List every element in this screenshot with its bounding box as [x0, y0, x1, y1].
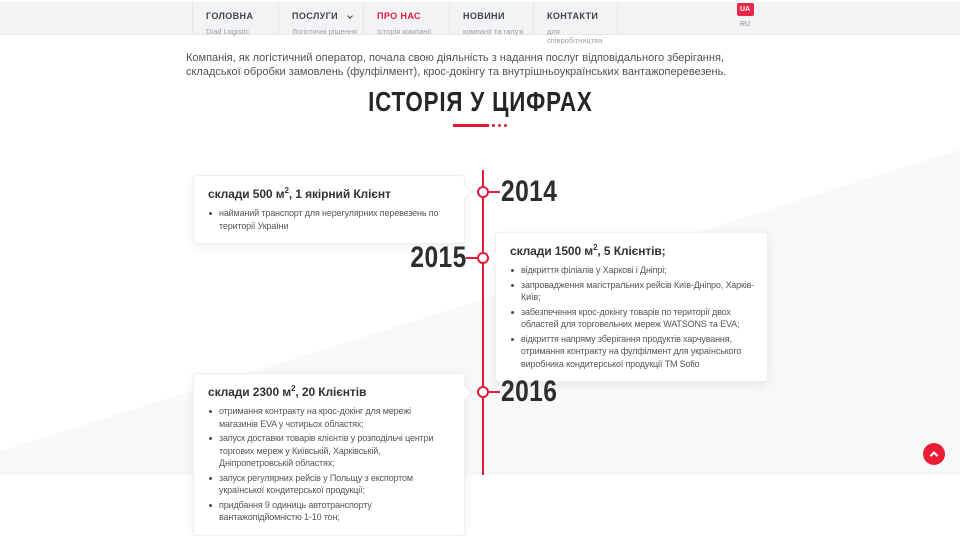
ornament-dot [504, 124, 507, 127]
card-bullet: найманий транспорт для нерегулярних перевезень по території України [208, 207, 452, 232]
timeline-card-2016 [193, 373, 465, 536]
nav-item-sublabel: компанії та галузі [463, 27, 524, 36]
timeline-year-2015: 2015 [410, 241, 467, 274]
ornament-bar [453, 124, 489, 127]
card-title: склади 500 $м^2$, 1 якірний Клієнт [208, 186, 391, 201]
nav-item-sublabel: Логістичні рішення [292, 27, 358, 36]
nav-item-sublabel: Історія компанії [377, 27, 432, 36]
nav-item-label: КОНТАКТИ [547, 11, 599, 22]
card-bullet: отримання контракту на крос-докінг для мережі магазинів EVA у чотирьох областях; [208, 405, 452, 430]
nav-item-sublabel: для співробітництва [547, 27, 603, 45]
nav-item-label: ПРО НАС [377, 11, 421, 22]
timeline-line [482, 170, 484, 475]
nav-item-about[interactable] [363, 2, 449, 34]
language-switcher [736, 3, 754, 28]
card-bullet-list [208, 207, 452, 232]
card-bullet: запуск регулярних рейсів у Польщу з експортом української кондитерської продукції; [208, 472, 452, 497]
chevron-down-icon [348, 13, 354, 19]
nav-item-services[interactable] [278, 2, 363, 34]
lang-ua-button[interactable]: UA [737, 3, 754, 16]
lang-ru-button[interactable]: RU [739, 21, 751, 28]
page-title: ІСТОРІЯ У ЦИФРАХ [367, 86, 593, 117]
card-bullet: забезпечення крос-докінгу товарів по території двох областей для торговельних мереж WATSONS та EVA; [510, 306, 755, 331]
scroll-to-top-button[interactable] [923, 443, 945, 465]
timeline-year-2016: 2016 [501, 375, 558, 408]
card-bullet: запуск доставки товарів клієнтів у розподільчі центри торгових мереж у Київській, Харківській, Дніпропетровській областях; [208, 432, 452, 470]
card-bullet-list [208, 405, 452, 524]
timeline-card-2015 [495, 232, 768, 382]
card-pointer [458, 185, 472, 199]
card-bullet: відкриття напряму зберігання продуктів харчування, отримання контракту на фулфілмент для українського виробника кондитерської продукції TM Sofio [510, 333, 755, 371]
nav-item-contacts[interactable] [533, 2, 618, 45]
timeline-year-2014: 2014 [501, 175, 558, 208]
intro-paragraph: Компанія, як логістичний оператор, почала свою діяльність з надання послуг відповідального зберігання, складської обробки замовлень (фулфілмент), крос-докінгу та внутрішньоукраїнських вантажоперевезень. [186, 52, 727, 78]
card-title: склади 2300 $м^2$, 20 Клієнтів [208, 384, 367, 399]
chevron-up-icon [930, 451, 938, 459]
nav-item-label: ГОЛОВНА [206, 11, 254, 22]
card-bullet: придбання 9 одиниць автотранспорту вантажопідйомністю 1-10 тон; [208, 499, 452, 524]
title-ornament [0, 124, 960, 127]
timeline-marker-2014 [477, 186, 489, 198]
ornament-dot [498, 124, 501, 127]
card-title: склади 1500 $м^2$, 5 Клієнтів; [510, 243, 666, 258]
nav-item-label: ПОСЛУГИ [292, 11, 339, 22]
timeline-marker-2015 [477, 252, 489, 264]
timeline-connector [489, 191, 500, 193]
timeline-marker-2016 [477, 386, 489, 398]
nav-item-sublabel: Diad Logistic [206, 27, 249, 36]
card-bullet: відкриття філіалів у Харкові і Дніпрі; [510, 264, 755, 277]
nav-item-home[interactable] [192, 2, 278, 34]
top-navigation-bar [0, 0, 960, 45]
timeline-card-2014 [193, 175, 465, 244]
ornament-dot [492, 124, 495, 127]
card-pointer [488, 252, 502, 266]
nav-item-label: НОВИНИ [463, 11, 505, 22]
main-nav [192, 2, 618, 45]
timeline-connector [466, 257, 477, 259]
card-bullet: запровадження магістральних рейсів Київ-Дніпро, Харків-Київ; [510, 279, 755, 304]
card-bullet-list [510, 264, 755, 370]
nav-item-news[interactable] [449, 2, 533, 34]
timeline-connector [489, 391, 500, 393]
